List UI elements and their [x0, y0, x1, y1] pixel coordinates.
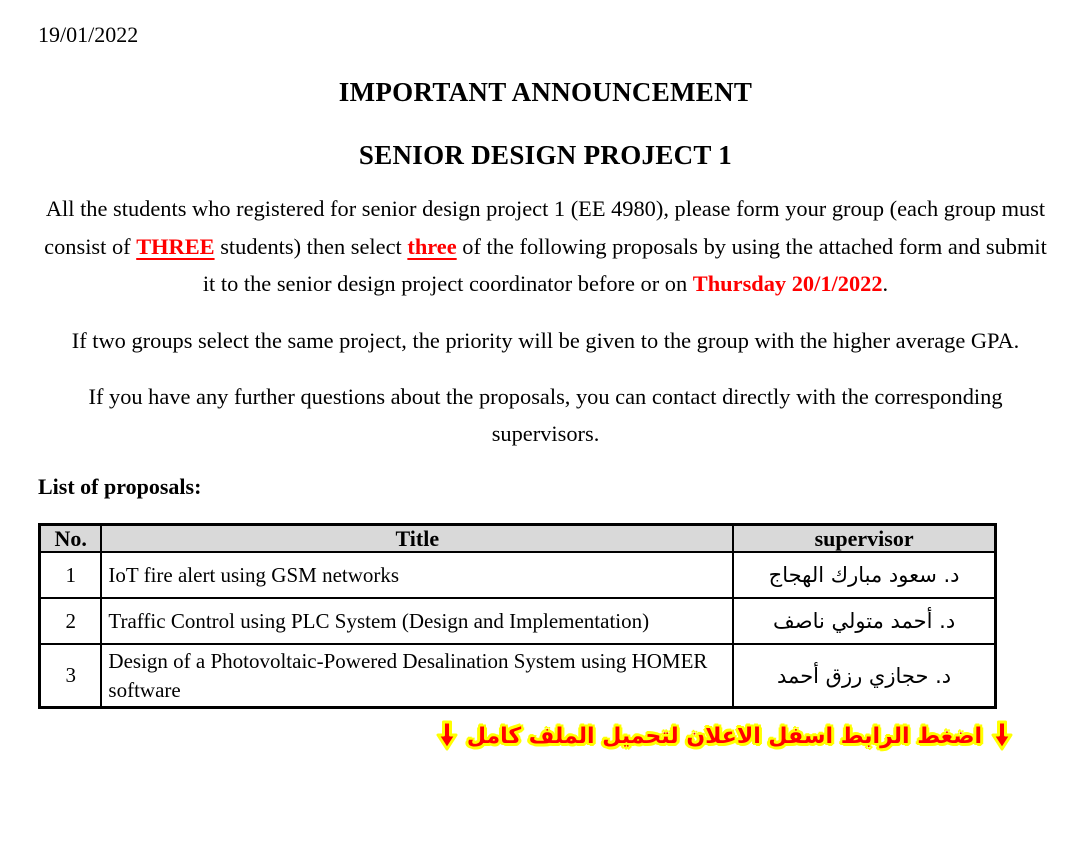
- proposals-table-body: [40, 552, 996, 707]
- proposal-title: IoT fire alert using GSM networks: [101, 552, 733, 598]
- proposal-title: Design of a Photovoltaic-Powered Desalination System using HOMER software: [101, 644, 733, 707]
- text-segment-red-bold: Thursday 20/1/2022: [692, 271, 883, 297]
- header-row: [40, 524, 996, 552]
- text-segment-normal: students) then select: [214, 233, 408, 259]
- proposal-row: [40, 644, 996, 707]
- paragraph-priority: If two groups select the same project, the priority will be given to the group with the higher average GPA.: [71, 327, 1020, 353]
- proposal-row: [40, 598, 996, 644]
- proposal-number: 1: [40, 552, 102, 598]
- project-title: SENIOR DESIGN PROJECT 1: [358, 140, 733, 171]
- column-header-title: Title: [101, 524, 733, 552]
- column-header-no: No.: [40, 524, 102, 552]
- proposals-table-header: [40, 524, 996, 552]
- proposal-number: 3: [40, 644, 102, 707]
- proposal-number: 2: [40, 598, 102, 644]
- text-segment-normal: .: [882, 271, 889, 297]
- text-segment-red-bold-underline: three: [407, 233, 457, 259]
- download-instruction-text: اضغط الرابط اسفل الاعلان لتحميل الملف كامل: [466, 723, 982, 749]
- text-segment-normal: All the students who registered for senior design project 1 (EE 4980), please form your group (each group must consist of: [44, 196, 1046, 259]
- down-arrow-icon: [436, 720, 458, 752]
- text-segment-red-bold-underline: THREE: [136, 233, 215, 259]
- proposal-title: Traffic Control using PLC System (Design and Implementation): [101, 598, 733, 644]
- proposal-supervisor: د. حجازي رزق أحمد: [733, 644, 995, 707]
- announcement-title: IMPORTANT ANNOUNCEMENT: [338, 77, 753, 108]
- paragraph-registration: [38, 190, 1053, 302]
- paragraph-contact: If you have any further questions about the proposals, you can contact directly with the corresponding supervisors.: [88, 384, 1003, 447]
- proposal-supervisor: د. أحمد متولي ناصف: [733, 598, 995, 644]
- download-instruction-banner: [38, 720, 1013, 752]
- document-date: 19/01/2022: [38, 22, 139, 47]
- down-arrow-icon: [991, 720, 1013, 752]
- column-header-supervisor: supervisor: [733, 524, 995, 552]
- proposals-table: [38, 523, 997, 709]
- text-segment-normal: of the following proposals by using the attached form and submit it to the senior design project coordinator before or on: [202, 233, 1047, 297]
- list-of-proposals-label: List of proposals:: [38, 473, 202, 499]
- proposal-supervisor: د. سعود مبارك الهجاج: [733, 552, 995, 598]
- proposal-row: [40, 552, 996, 598]
